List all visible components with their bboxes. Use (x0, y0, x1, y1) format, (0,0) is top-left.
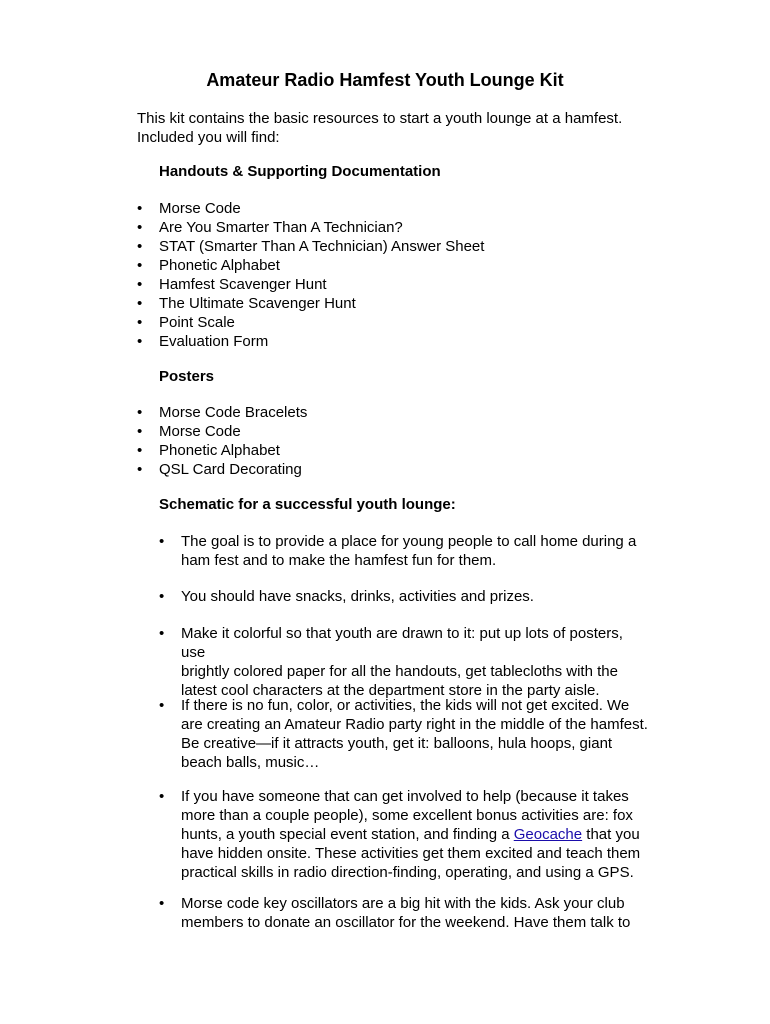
list-item: • QSL Card Decorating (137, 461, 302, 478)
bullet-icon: • (137, 219, 143, 236)
list-item: • Are You Smarter Than A Technician? (137, 219, 403, 236)
list-item: • STAT (Smarter Than A Technician) Answer Sheet (137, 238, 485, 255)
list-item: • Make it colorful so that youth are drawn to it: put up lots of posters, use brightly colored paper for all the handouts, get tablecloths with the latest cool characters at the department store in the party aisle. (159, 625, 623, 699)
list-item: • If there is no fun, color, or activities, the kids will not get excited. We are creating an Amateur Radio party right in the middle of the hamfest. Be creative—if it attracts youth, get it: balloons, hula hoops, giant beach balls, music… (159, 697, 648, 771)
list-item: • Morse code key oscillators are a big hit with the kids. Ask your club members to donate an oscillator for the weekend. Have them talk to (159, 895, 631, 931)
bullet-icon: • (159, 788, 165, 805)
bullet-icon: • (137, 404, 143, 421)
schematic-list (159, 696, 649, 772)
list-item: • Morse Code (137, 423, 241, 440)
posters-list (137, 403, 307, 479)
bullet-icon: • (159, 625, 165, 642)
bullet-icon: • (137, 461, 143, 478)
bullet-icon: • (137, 200, 143, 217)
handouts-list (137, 199, 484, 351)
list-item: • Point Scale (137, 314, 235, 331)
list-item: • Phonetic Alphabet (137, 442, 280, 459)
section-heading-handouts: Handouts & Supporting Documentation (159, 163, 441, 180)
bullet-icon: • (159, 895, 165, 912)
bullet-icon: • (137, 314, 143, 331)
bullet-icon: • (159, 697, 165, 714)
bullet-icon: • (159, 533, 165, 550)
bullet-icon: • (159, 588, 165, 605)
bullet-icon: • (137, 442, 143, 459)
list-item: • Phonetic Alphabet (137, 257, 280, 274)
bullet-icon: • (137, 423, 143, 440)
list-item: • The goal is to provide a place for young people to call home during a ham fest and to make the hamfest fun for them. (159, 533, 637, 569)
bullet-icon: • (137, 257, 143, 274)
section-heading-schematic: Schematic for a successful youth lounge: (159, 496, 456, 513)
intro-paragraph (137, 109, 667, 147)
schematic-list (159, 624, 649, 700)
section-heading-posters: Posters (159, 368, 215, 385)
document-title: Amateur Radio Hamfest Youth Lounge Kit (206, 70, 564, 90)
schematic-list (159, 787, 649, 882)
list-item: • Morse Code (137, 200, 241, 217)
bullet-icon: • (137, 276, 143, 293)
schematic-list (159, 587, 649, 606)
bullet-icon: • (137, 295, 143, 312)
list-item: • Evaluation Form (137, 333, 269, 350)
list-item: • The Ultimate Scavenger Hunt (137, 295, 356, 312)
list-item: • If you have someone that can get involved to help (because it takes more than a couple people), some excellent bonus activities are: fox hunts, a youth special event station, and finding a Geocache that you have hidden onsite. These activities get them excited and teach them practical skills in radio direction-finding, operating, and using a GPS. (159, 788, 641, 881)
list-item: • You should have snacks, drinks, activities and prizes. (159, 588, 534, 605)
schematic-list (159, 894, 649, 932)
list-item: • Morse Code Bracelets (137, 404, 308, 421)
bullet-icon: • (137, 238, 143, 255)
schematic-list (159, 532, 649, 570)
geocache-link[interactable]: Geocache (513, 826, 583, 843)
intro-line: Included you will find: (137, 129, 280, 146)
bullet-icon: • (137, 333, 143, 350)
list-item: • Hamfest Scavenger Hunt (137, 276, 327, 293)
intro-line: This kit contains the basic resources to start a youth lounge at a hamfest. (137, 110, 623, 127)
